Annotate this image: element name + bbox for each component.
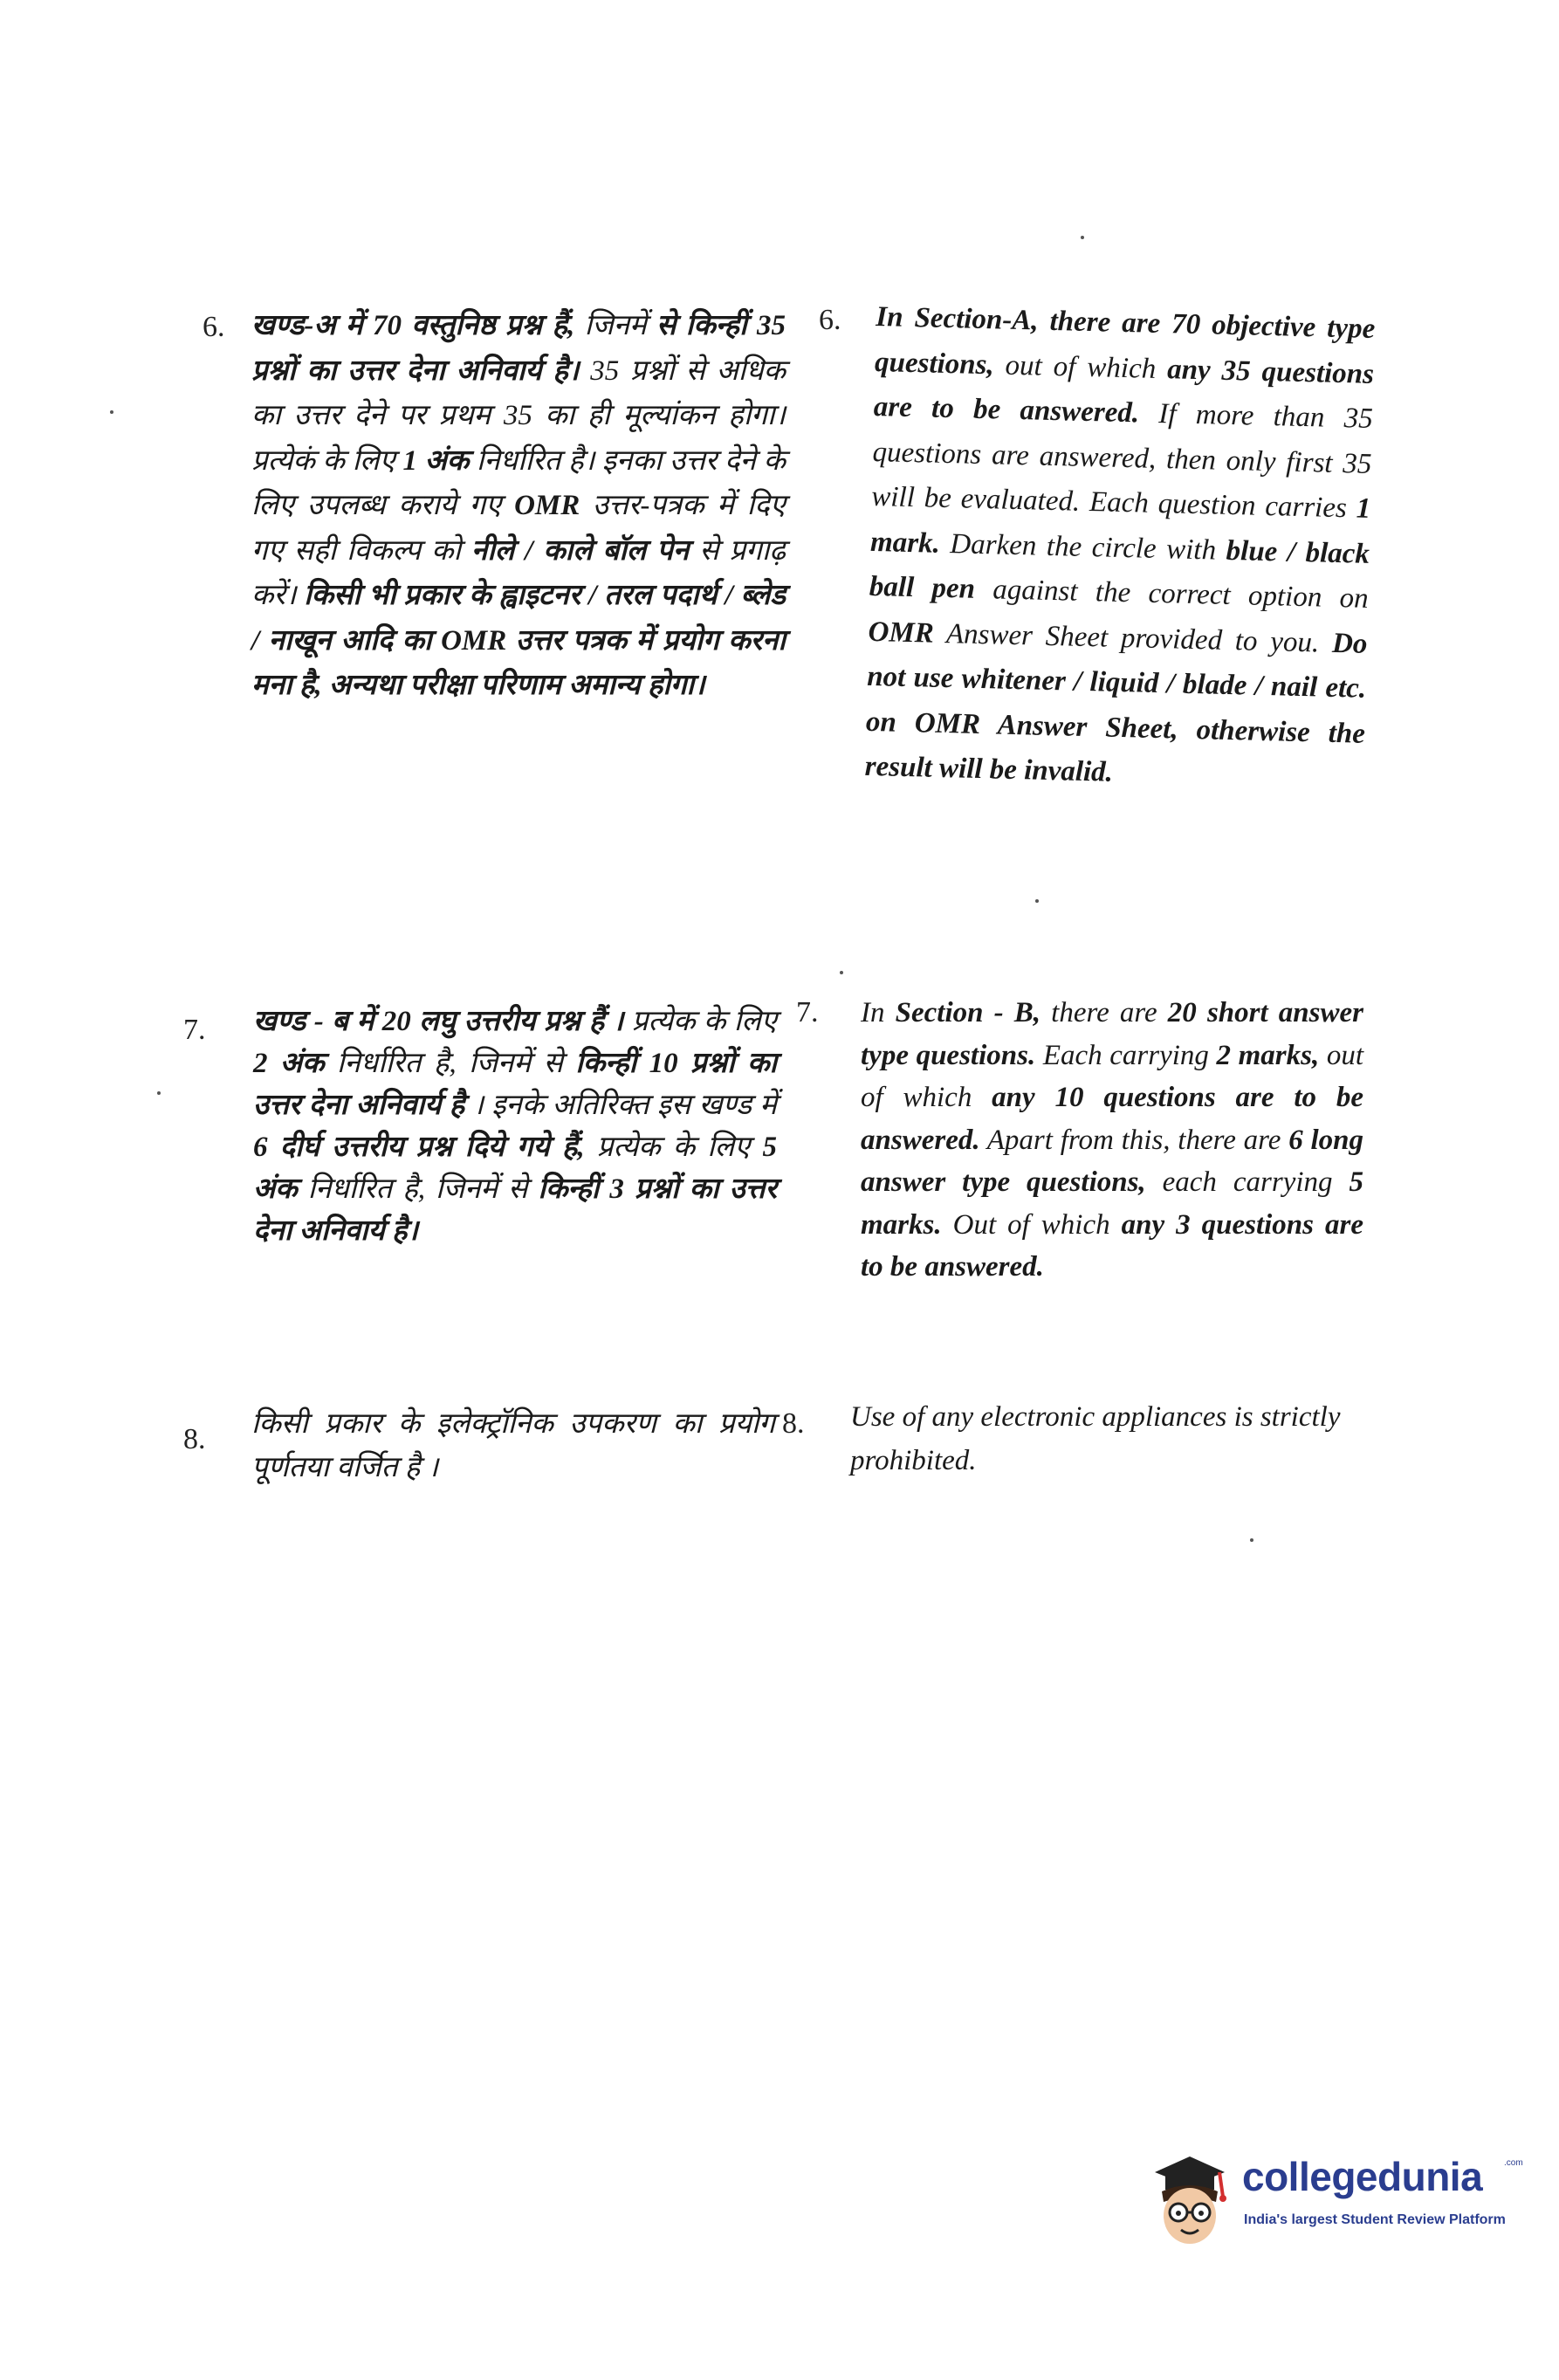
emphasized-text: In Section-A, there are 70 objective type questions, (874, 300, 1376, 381)
body-text: In (861, 997, 896, 1028)
body-text: किसी प्रकार के इलेक्ट्रॉनिक उपकरण का प्रयोग पूर्णतया वर्जित है । (251, 1408, 775, 1483)
emphasized-text: blue / black ball pen (869, 534, 1370, 605)
body-text: Use of any electronic appliances is strictly prohibited. (850, 1401, 1341, 1476)
emphasized-text: any 10 questions are to be answered. (861, 1082, 1363, 1156)
body-text: out of which (993, 348, 1168, 385)
emphasized-text: किन्हीं 3 प्रश्नों का उत्तर देना अनिवार्य है। (253, 1173, 777, 1247)
body-text: against the correct option on (974, 573, 1370, 615)
body-text: प्रत्येक के लिए (584, 1132, 763, 1163)
body-text: निर्धारित है। इनका उत्तर देने के लिए उपलब्ध कराये गए (251, 444, 786, 521)
body-text: । इनके अतिरिक्त इस खण्ड में (464, 1090, 777, 1121)
emphasized-text: किन्हीं 10 प्रश्नों का उत्तर देना अनिवार्य है (253, 1048, 777, 1121)
emphasized-text: खण्ड - ब में 20 लघु उत्तरीय प्रश्न हैं । (253, 1006, 624, 1037)
instruction-number: 6. (819, 304, 841, 336)
scan-speck (1250, 1538, 1253, 1542)
emphasized-text: any 35 questions are to be answered. (873, 353, 1375, 430)
body-text: Each carrying (1035, 1039, 1217, 1071)
emphasized-text: 5 अंक (253, 1132, 777, 1205)
scan-speck (157, 1091, 161, 1095)
emphasized-text: से किन्हीं 35 प्रश्नों का उत्तर देना अनिवार्य है। (251, 310, 786, 387)
scan-speck (1081, 236, 1084, 239)
body-text: निर्धारित है, जिनमें से (324, 1048, 576, 1079)
body-text: उत्तर-पत्रक में दिए गए सही विकल्प को (251, 490, 786, 567)
emphasized-text: 2 marks, (1216, 1039, 1320, 1071)
body-text: निर्धारित है, जिनमें से (297, 1173, 539, 1205)
instruction-text (251, 304, 786, 709)
body-text: Darken the circle with (939, 527, 1227, 567)
emphasized-text: Do not use whitener / liquid / blade / nail etc. on OMR Answer Sheet, otherwise the result will be invalid. (864, 627, 1368, 788)
body-text: each carrying (1145, 1166, 1350, 1198)
body-text: Apart from this, there are (979, 1124, 1289, 1156)
body-text: 35 प्रश्नों से अधिक का उत्तर देने पर प्रथम 35 का ही मूल्यांकन होगा। प्रत्येकं के लिए (251, 354, 786, 477)
scan-speck (840, 971, 843, 974)
emphasized-text: any 3 questions are to be answered. (861, 1208, 1363, 1283)
emphasized-text: 5 marks. (861, 1166, 1363, 1241)
emphasized-text: नीले / काले बॉल पेन (471, 534, 690, 567)
emphasized-text: OMR (514, 490, 580, 521)
instruction-number: 7. (183, 1014, 206, 1046)
body-text: Out of which (941, 1208, 1122, 1241)
brand-name: collegedunia (1242, 2154, 1483, 2199)
instruction-text (253, 1001, 777, 1252)
emphasized-text: खण्ड-अ में 70 वस्तुनिष्ठ प्रश्न हैं, (251, 310, 575, 341)
emphasized-text: 20 short answer type questions. (861, 997, 1363, 1071)
scan-speck (110, 410, 113, 414)
scan-speck (1035, 899, 1039, 903)
instruction-number: 8. (183, 1423, 206, 1455)
instruction-number: 8. (782, 1407, 805, 1440)
emphasized-text: 6 दीर्घ उत्तरीय प्रश्न दिये गये हैं, (253, 1132, 585, 1163)
emphasized-text: किसी भी प्रकार के ह्वाइटनर / तरल पदार्थ / ब्लेड / नाखून आदि का OMR उत्तर पत्रक में प्रयोग करना मना है, अन्यथा परीक्षा परिणाम अमान्य होगा। (251, 580, 786, 701)
body-text: Answer Sheet provided to you. (933, 617, 1333, 659)
collegedunia-mascot-icon (1139, 2146, 1235, 2251)
brand-domain: .com (1504, 2158, 1523, 2168)
body-text: जिनमें (574, 310, 657, 341)
body-text: out of which (861, 1039, 1363, 1113)
instruction-text (864, 295, 1376, 801)
instruction-text (251, 1402, 775, 1489)
instruction-text (861, 992, 1363, 1289)
emphasized-text: OMR (868, 616, 935, 650)
emphasized-text: 6 long answer type questions, (861, 1124, 1363, 1198)
brand-tagline: India's largest Student Review Platform (1244, 2212, 1506, 2227)
instruction-number: 6. (203, 311, 225, 343)
body-text: से प्रगाढ़ करें। (251, 534, 786, 611)
body-text: there are (1040, 997, 1168, 1028)
collegedunia-watermark (1139, 2146, 1523, 2251)
instruction-text (850, 1395, 1350, 1482)
emphasized-text: 1 अंक (402, 444, 470, 477)
body-text: प्रत्येक के लिए (623, 1006, 777, 1037)
emphasized-text: Section - B, (895, 997, 1041, 1028)
instruction-number: 7. (796, 996, 819, 1028)
emphasized-text: 1 mark. (869, 492, 1371, 560)
emphasized-text: 2 अंक (253, 1048, 325, 1079)
body-text: If more than 35 questions are answered, then only first 35 will be evaluated. Each question carries (870, 397, 1374, 525)
